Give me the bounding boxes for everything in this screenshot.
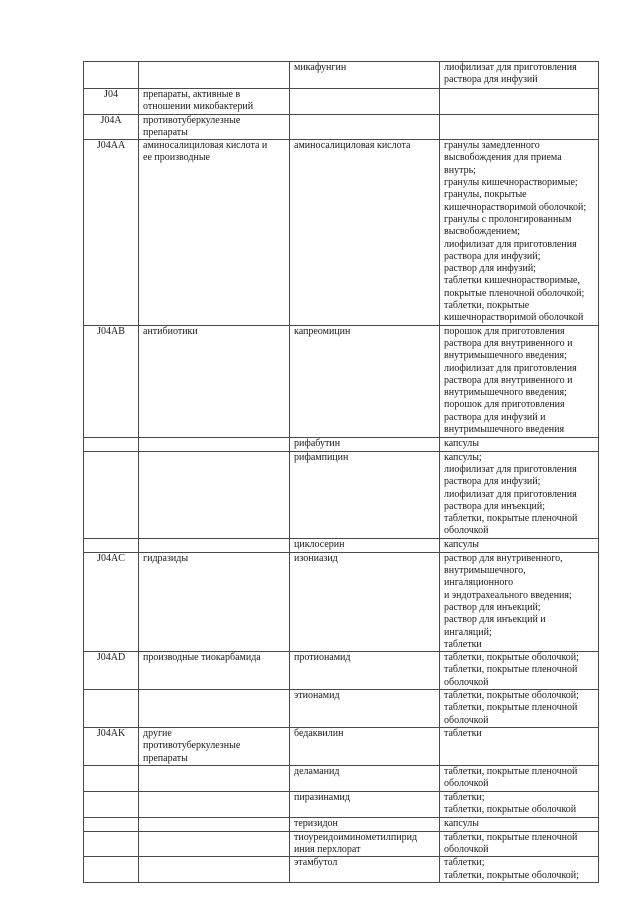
drug-name-cell: микафунгин bbox=[290, 62, 440, 89]
drug-name-cell: аминосалициловая кислота bbox=[290, 140, 440, 325]
dosage-form-cell: таблетки, покрытые пленочной оболочкой bbox=[440, 831, 599, 857]
dosage-form-cell: капсулы bbox=[440, 437, 599, 451]
dosage-form-cell: таблетки, покрытые оболочкой; таблетки, покрытые пленочной оболочкой bbox=[440, 652, 599, 690]
drug-name-cell: теризидон bbox=[290, 817, 440, 831]
table-row bbox=[84, 552, 599, 651]
drug-name-cell: тиоуреидоиминометилпирид иния перхлорат bbox=[290, 831, 440, 857]
atc-code-cell bbox=[84, 538, 139, 552]
atc-code-cell: J04AK bbox=[84, 728, 139, 766]
atc-code-cell: J04A bbox=[84, 114, 139, 140]
drug-name-cell: этамбутол bbox=[290, 857, 440, 883]
group-name-cell: другие противотуберкулезные препараты bbox=[139, 728, 290, 766]
drug-name-cell: рифабутин bbox=[290, 437, 440, 451]
group-name-cell: аминосалициловая кислота и ее производные bbox=[139, 140, 290, 325]
table-row bbox=[84, 652, 599, 690]
drug-name-cell: бедаквилин bbox=[290, 728, 440, 766]
drug-name-cell: капреомицин bbox=[290, 325, 440, 437]
table-row bbox=[84, 114, 599, 140]
group-name-cell bbox=[139, 857, 290, 883]
atc-code-cell bbox=[84, 451, 139, 538]
atc-code-cell bbox=[84, 817, 139, 831]
drug-name-cell: циклосерин bbox=[290, 538, 440, 552]
atc-code-cell bbox=[84, 792, 139, 818]
dosage-form-cell: порошок для приготовления раствора для внутривенного и внутримышечного введения; лиофилизат для приготовления раствора для внутривенного и внутримышечного введения; порошок для приготовления раствора для инфузий и внутримышечного введения bbox=[440, 325, 599, 437]
table-row bbox=[84, 437, 599, 451]
drug-name-cell: этионамид bbox=[290, 690, 440, 728]
atc-code-cell bbox=[84, 831, 139, 857]
table-row bbox=[84, 728, 599, 766]
group-name-cell: производные тиокарбамида bbox=[139, 652, 290, 690]
table-row bbox=[84, 451, 599, 538]
table-row bbox=[84, 140, 599, 325]
dosage-form-cell: капсулы bbox=[440, 538, 599, 552]
table-row bbox=[84, 831, 599, 857]
drug-name-cell: протионамид bbox=[290, 652, 440, 690]
atc-code-cell: J04 bbox=[84, 89, 139, 115]
group-name-cell bbox=[139, 792, 290, 818]
atc-code-cell: J04AB bbox=[84, 325, 139, 437]
table-row bbox=[84, 817, 599, 831]
group-name-cell: препараты, активные в отношении микобактерий bbox=[139, 89, 290, 115]
dosage-form-cell: гранулы замедленного высвобождения для приема внутрь; гранулы кишечнорастворимые; гранулы, покрытые кишечнорастворимой оболочкой; гранулы с пролонгированным высвобождением; лиофилизат для приготовления раствора для инфузий; раствор для инфузий; таблетки кишечнорастворимые, покрытые пленочной оболочкой; таблетки, покрытые кишечнорастворимой оболочкой bbox=[440, 140, 599, 325]
group-name-cell bbox=[139, 690, 290, 728]
table-row bbox=[84, 325, 599, 437]
drug-name-cell: рифампицин bbox=[290, 451, 440, 538]
atc-code-cell bbox=[84, 62, 139, 89]
atc-code-cell: J04AD bbox=[84, 652, 139, 690]
dosage-form-cell: таблетки; таблетки, покрытые оболочкой; bbox=[440, 857, 599, 883]
group-name-cell bbox=[139, 766, 290, 792]
group-name-cell: антибиотики bbox=[139, 325, 290, 437]
table-row bbox=[84, 690, 599, 728]
group-name-cell: гидразиды bbox=[139, 552, 290, 651]
group-name-cell bbox=[139, 538, 290, 552]
drug-name-cell bbox=[290, 89, 440, 115]
dosage-form-cell: капсулы; лиофилизат для приготовления раствора для инфузий; лиофилизат для приготовления раствора для инъекций; таблетки, покрытые пленочной оболочкой bbox=[440, 451, 599, 538]
dosage-form-cell bbox=[440, 89, 599, 115]
table-row bbox=[84, 62, 599, 89]
atc-code-cell: J04AC bbox=[84, 552, 139, 651]
drug-name-cell: изониазид bbox=[290, 552, 440, 651]
dosage-form-cell: таблетки bbox=[440, 728, 599, 766]
group-name-cell bbox=[139, 831, 290, 857]
drug-name-cell: деламанид bbox=[290, 766, 440, 792]
group-name-cell bbox=[139, 817, 290, 831]
atc-code-cell bbox=[84, 690, 139, 728]
table-row bbox=[84, 766, 599, 792]
drug-name-cell bbox=[290, 114, 440, 140]
dosage-form-cell: таблетки, покрытые пленочной оболочкой bbox=[440, 766, 599, 792]
atc-code-cell bbox=[84, 857, 139, 883]
dosage-form-cell: лиофилизат для приготовления раствора для инфузий bbox=[440, 62, 599, 89]
dosage-form-cell: таблетки; таблетки, покрытые оболочкой bbox=[440, 792, 599, 818]
table-row bbox=[84, 89, 599, 115]
table-row bbox=[84, 792, 599, 818]
group-name-cell bbox=[139, 451, 290, 538]
group-name-cell bbox=[139, 437, 290, 451]
atc-code-cell bbox=[84, 766, 139, 792]
group-name-cell: противотуберкулезные препараты bbox=[139, 114, 290, 140]
table-row bbox=[84, 538, 599, 552]
dosage-form-cell: капсулы bbox=[440, 817, 599, 831]
drug-name-cell: пиразинамид bbox=[290, 792, 440, 818]
group-name-cell bbox=[139, 62, 290, 89]
table-row bbox=[84, 857, 599, 883]
dosage-form-cell: раствор для внутривенного, внутримышечного, ингаляционного и эндотрахеального введения; раствор для инъекций; раствор для инъекций и ингаляций; таблетки bbox=[440, 552, 599, 651]
dosage-form-cell: таблетки, покрытые оболочкой; таблетки, покрытые пленочной оболочкой bbox=[440, 690, 599, 728]
drug-list-table bbox=[83, 61, 599, 883]
atc-code-cell: J04AA bbox=[84, 140, 139, 325]
dosage-form-cell bbox=[440, 114, 599, 140]
atc-code-cell bbox=[84, 437, 139, 451]
